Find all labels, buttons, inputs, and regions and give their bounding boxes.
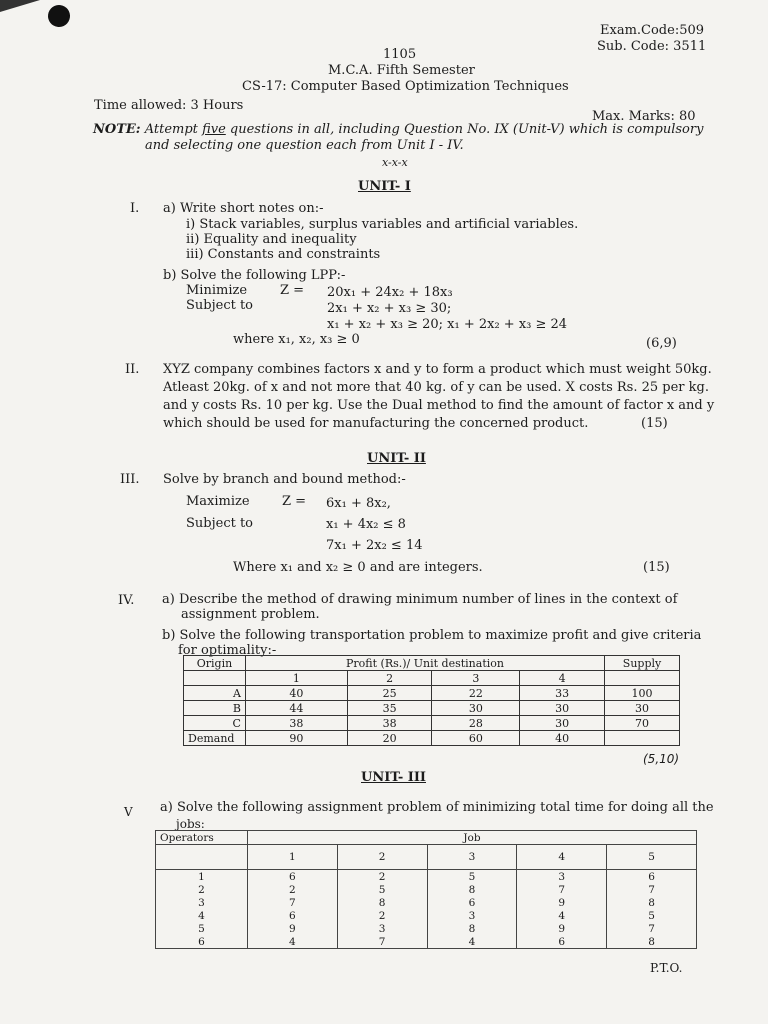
cell: 30 (520, 716, 605, 731)
note-five: five (202, 122, 226, 137)
profit-header: Profit (Rs.)/ Unit destination (245, 656, 604, 671)
q1b-objective: 20x₁ + 24x₂ + 18x₃ (327, 285, 453, 300)
q1b-z-eq: Z = (280, 283, 305, 298)
unit-1-title: UNIT- I (358, 179, 411, 194)
q1b-intro: b) Solve the following LPP:- (163, 268, 346, 283)
cell: 6 (607, 870, 697, 884)
q1-number: I. (130, 201, 140, 216)
cell: 38 (347, 716, 432, 731)
cell: 9 (247, 922, 337, 935)
q2-line-3: and y costs Rs. 10 per kg. Use the Dual method to find the amount of factor x and y (163, 398, 715, 413)
pto-label: P.T.O. (650, 961, 683, 975)
paper-number: 1105 (383, 47, 417, 62)
cell: 8 (337, 896, 427, 909)
note-attempt: Attempt (144, 122, 198, 137)
operator-number: 2 (156, 883, 248, 896)
demand-cell: 60 (432, 731, 520, 746)
supply-cell: 70 (605, 716, 680, 731)
origin-a: A (184, 686, 246, 701)
max-marks: Max. Marks: 80 (592, 109, 696, 124)
cell: 9 (517, 922, 607, 935)
supply-cell: 30 (605, 701, 680, 716)
cell: 25 (347, 686, 432, 701)
cell: 22 (432, 686, 520, 701)
job-number-row (156, 845, 697, 870)
q1a-item-1: i) Stack variables, surplus variables and artificial variables. (186, 217, 579, 232)
origin-header: Origin (184, 656, 246, 671)
q2-number: II. (125, 362, 140, 377)
cell: 28 (432, 716, 520, 731)
job-number: 1 (247, 845, 337, 870)
assignment-header-row (156, 831, 697, 845)
operator-number: 5 (156, 922, 248, 935)
cell: 4 (517, 909, 607, 922)
table-row (156, 909, 697, 922)
table-row (156, 883, 697, 896)
cell: 2 (337, 909, 427, 922)
q3-intro: Solve by branch and bound method:- (163, 472, 406, 487)
demand-row (184, 731, 680, 746)
table-row (156, 870, 697, 884)
job-number: 2 (337, 845, 427, 870)
subject-title: CS-17: Computer Based Optimization Techniques (242, 79, 569, 94)
cell: 4 (427, 935, 517, 949)
supply-cell: 100 (605, 686, 680, 701)
q5-number: V (124, 805, 133, 819)
unit-3-title: UNIT- III (361, 770, 426, 785)
q2-line-2: Atleast 20kg. of x and not more that 40 kg. of y can be used. X costs Rs. 25 per kg. (163, 380, 709, 395)
demand-label: Demand (184, 731, 246, 746)
transportation-header-row (184, 656, 680, 671)
q3-z-eq: Z = (282, 494, 307, 509)
q3-objective: 6x₁ + 8x₂, (326, 496, 391, 511)
q3-subject-to: Subject to (186, 516, 254, 531)
table-row (156, 935, 697, 949)
q5a-line-2: jobs: (176, 817, 205, 831)
q3-where: Where x₁ and x₂ ≥ 0 and are integers. (233, 560, 483, 575)
cell: 7 (247, 896, 337, 909)
cell: 5 (607, 909, 697, 922)
q2-line-4: which should be used for manufacturing the concerned product. (163, 416, 589, 431)
cell: 6 (427, 896, 517, 909)
q1b-minimize: Minimize (186, 283, 248, 298)
note-line-2: and selecting one question each from Unit I - IV. (145, 138, 464, 153)
q1a-item-3: iii) Constants and constraints (186, 247, 381, 262)
destination-3: 3 (432, 671, 520, 686)
table-row (184, 716, 680, 731)
cell: 33 (520, 686, 605, 701)
table-row (156, 896, 697, 909)
cell: 38 (245, 716, 347, 731)
cell: 4 (247, 935, 337, 949)
q1b-constraint-1: 2x₁ + x₂ + x₃ ≥ 30; (327, 301, 452, 316)
cell: 8 (607, 935, 697, 949)
exam-code: Exam.Code:509 (600, 23, 705, 38)
demand-cell: 40 (520, 731, 605, 746)
table-row (184, 686, 680, 701)
cell: 7 (337, 935, 427, 949)
q1b-subject-to: Subject to (186, 298, 254, 313)
destination-row (184, 671, 680, 686)
cell: 2 (337, 870, 427, 884)
scan-corner-mark (0, 0, 40, 12)
origin-b: B (184, 701, 246, 716)
q3-constraint-2: 7x₁ + 2x₂ ≤ 14 (326, 538, 423, 553)
cell: 5 (337, 883, 427, 896)
q3-constraint-1: x₁ + 4x₂ ≤ 8 (326, 517, 406, 532)
destination-4: 4 (520, 671, 605, 686)
origin-c: C (184, 716, 246, 731)
job-header: Job (247, 831, 696, 845)
q1a-intro: a) Write short notes on:- (163, 201, 324, 216)
operator-number: 6 (156, 935, 248, 949)
q4b-line-2: for optimality:- (178, 643, 277, 658)
cell: 35 (347, 701, 432, 716)
q3-marks: (15) (643, 560, 670, 575)
cell: 7 (517, 883, 607, 896)
q2-marks: (15) (641, 416, 668, 431)
cell: 40 (245, 686, 347, 701)
q1-marks: (6,9) (646, 336, 677, 351)
q3-maximize: Maximize (186, 494, 250, 509)
q1a-item-2: ii) Equality and inequality (186, 232, 357, 247)
note-rest: questions in all, including Question No. IX (Unit-V) which is compulsory (229, 122, 704, 137)
q4-marks: (5,10) (643, 752, 680, 766)
cell: 7 (607, 922, 697, 935)
cell: 5 (427, 870, 517, 884)
table-row (156, 922, 697, 935)
cell: 3 (517, 870, 607, 884)
assignment-table (155, 830, 697, 949)
punch-hole-mark (46, 3, 73, 30)
q2-line-1: XYZ company combines factors x and y to form a product which must weight 50kg. (163, 362, 712, 377)
cell: 44 (245, 701, 347, 716)
note-line-1 (93, 122, 703, 137)
job-number: 4 (517, 845, 607, 870)
q3-number: III. (120, 472, 140, 487)
job-number: 3 (427, 845, 517, 870)
cell: 3 (337, 922, 427, 935)
cell: 8 (427, 883, 517, 896)
demand-cell: 90 (245, 731, 347, 746)
demand-cell: 20 (347, 731, 432, 746)
cell: 30 (520, 701, 605, 716)
destination-1: 1 (245, 671, 347, 686)
q5a-line-1: a) Solve the following assignment problem of minimizing total time for doing all the (160, 800, 714, 815)
q4-number: IV. (118, 593, 135, 608)
cell: 8 (607, 896, 697, 909)
operator-number: 4 (156, 909, 248, 922)
time-allowed: Time allowed: 3 Hours (94, 98, 244, 113)
cell: 7 (607, 883, 697, 896)
transportation-table (183, 655, 680, 746)
table-row (184, 701, 680, 716)
cell: 30 (432, 701, 520, 716)
operators-header: Operators (156, 831, 248, 845)
separator: x-x-x (382, 156, 408, 169)
supply-header: Supply (605, 656, 680, 671)
cell: 3 (427, 909, 517, 922)
operator-number: 3 (156, 896, 248, 909)
note-label: NOTE: (93, 122, 141, 137)
cell: 8 (427, 922, 517, 935)
cell: 6 (517, 935, 607, 949)
unit-2-title: UNIT- II (367, 451, 426, 466)
operator-number: 1 (156, 870, 248, 884)
sub-code: Sub. Code: 3511 (597, 39, 707, 54)
q1b-constraint-2: x₁ + x₂ + x₃ ≥ 20; x₁ + 2x₂ + x₃ ≥ 24 (327, 317, 568, 332)
q4a-line-2: assignment problem. (181, 607, 320, 622)
cell: 9 (517, 896, 607, 909)
course-name: M.C.A. Fifth Semester (328, 63, 475, 78)
destination-2: 2 (347, 671, 432, 686)
job-number: 5 (607, 845, 697, 870)
cell: 6 (247, 909, 337, 922)
cell: 6 (247, 870, 337, 884)
q1b-where: where x₁, x₂, x₃ ≥ 0 (233, 332, 360, 347)
q4a-line-1: a) Describe the method of drawing minimum number of lines in the context of (162, 592, 678, 607)
cell: 2 (247, 883, 337, 896)
q4b-line-1: b) Solve the following transportation problem to maximize profit and give criteria (162, 628, 702, 643)
